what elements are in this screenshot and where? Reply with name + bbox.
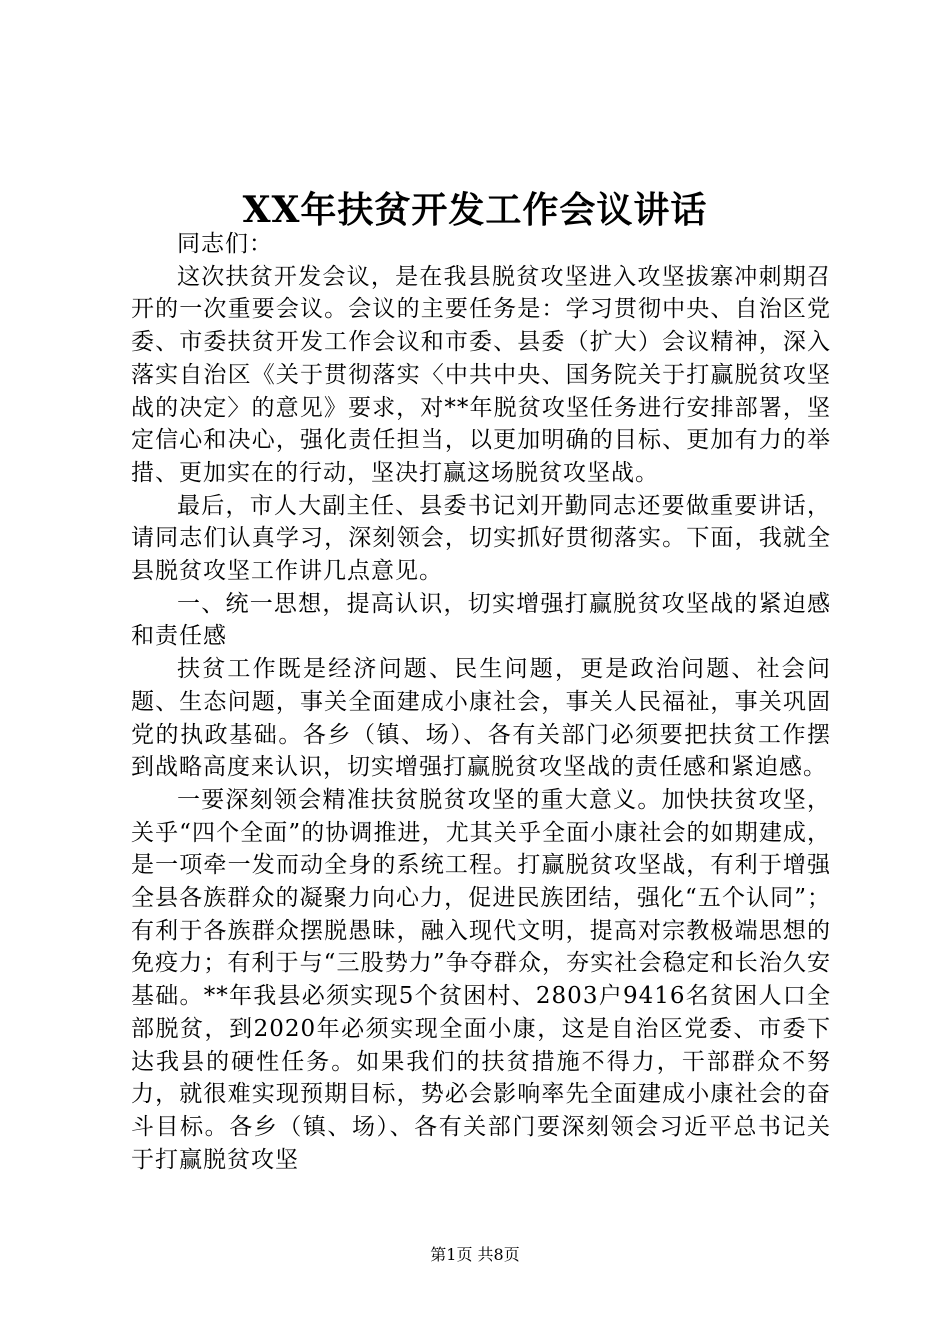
- section-heading: 一、统一思想，提高认识，切实增强打赢脱贫攻坚战的紧迫感和责任感: [131, 590, 831, 650]
- salutation-paragraph: 同志们：: [177, 231, 273, 257]
- body-paragraph: 一要深刻领会精准扶贫脱贫攻坚的重大意义。加快扶贫攻坚，关乎“四个全面”的协调推进，尤其关乎全面小康社会的如期建成，是一项牵一发而动全身的系统工程。打赢脱贫攻坚战，有利于增强全县各族群众的凝聚力向心力，促进民族团结，强化“五个认同”；有利于各族群众摆脱愚昧，融入现代文明，提高对宗教极端思想的免疫力；有利于与“三股势力”争夺群众，夯实社会稳定和长治久安基础。**年我县必须实现5个贫困村、2803户9416名贫困人口全部脱贫，到2020年必须实现全面小康，这是自治区党委、市委下达我县的硬性任务。如果我们的扶贫措施不得力，干部群众不努力，就很难实现预期目标，势必会影响率先全面建成小康社会的奋斗目标。各乡（镇、场）、各有关部门要深刻领会习近平总书记关于打赢脱贫攻坚: [131, 786, 831, 1173]
- body-paragraph: 这次扶贫开发会议，是在我县脱贫攻坚进入攻坚拔寨冲刺期召开的一次重要会议。会议的主要任务是：学习贯彻中央、自治区党委、市委扶贫开发工作会议和市委、县委（扩大）会议精神，深入落实自治区《关于贯彻落实〈中共中央、国务院关于打赢脱贫攻坚战的决定〉的意见》要求，对**年脱贫攻坚任务进行安排部署，坚定信心和决心，强化责任担当，以更加明确的目标、更加有力的举措、更加实在的行动，坚决打赢这场脱贫攻坚战。: [131, 263, 831, 486]
- body-paragraph: 最后，市人大副主任、县委书记刘开勤同志还要做重要讲话，请同志们认真学习，深刻领会，切实抓好贯彻落实。下面，我就全县脱贫攻坚工作讲几点意见。: [131, 492, 831, 585]
- document-title: XX年扶贫开发工作会议讲话: [242, 189, 708, 231]
- body-paragraph: 扶贫工作既是经济问题、民生问题，更是政治问题、社会问题、生态问题，事关全面建成小康社会，事关人民福祉，事关巩固党的执政基础。各乡（镇、场）、各有关部门必须要把扶贫工作摆到战略高度来认识，切实增强打赢脱贫攻坚战的责任感和紧迫感。: [131, 656, 831, 781]
- document-body: [131, 228, 831, 1176]
- page-number-footer: 第1页 共8页: [430, 1245, 520, 1264]
